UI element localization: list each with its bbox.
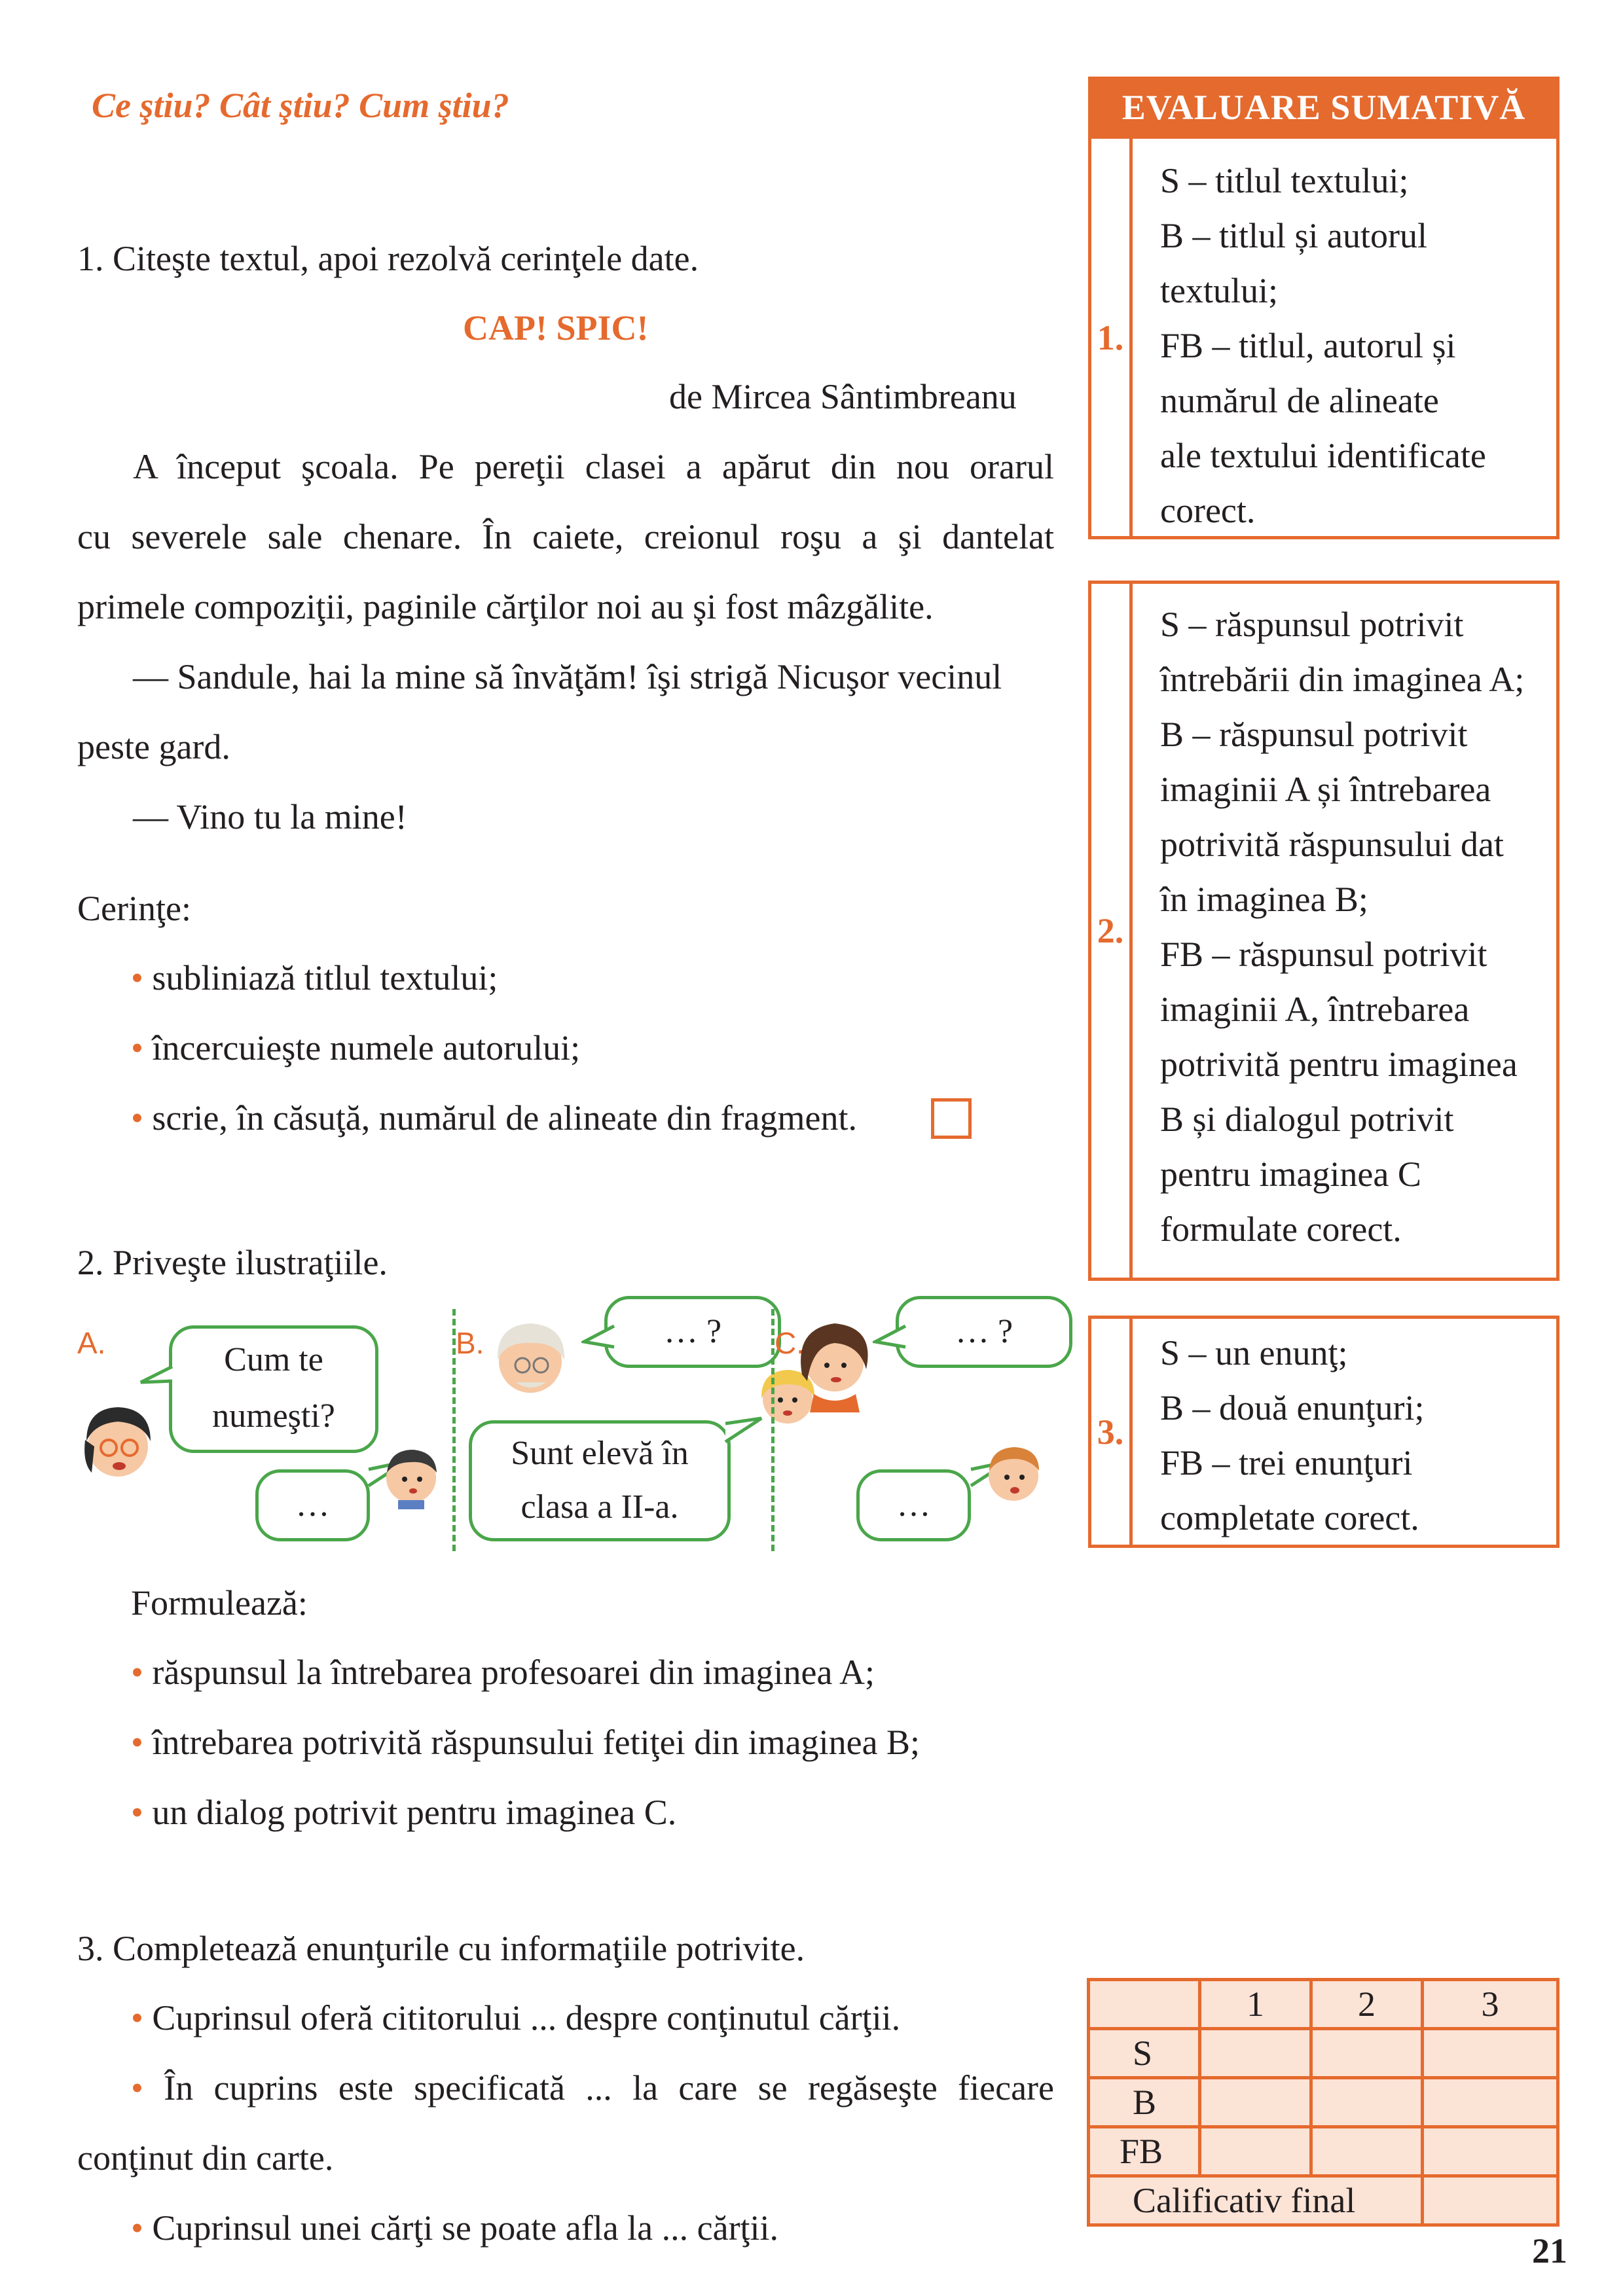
requirements-label: Cerinţe: [77,889,191,928]
bullet-icon: • [131,958,143,997]
exercise-3-prompt: 3. Completează enunţurile cu informaţiile potrivite. [77,1929,805,1968]
table-row [1089,2029,1558,2078]
list-item: • Cuprinsul unei cărţi se poate afla la ... cărţii. [131,2208,779,2248]
rubric-item-2 [1088,581,1559,1281]
boy-avatar [977,1437,1049,1515]
grade-cell[interactable] [1200,2078,1311,2127]
bubble-a-question: Cum te numeşti? [169,1325,378,1453]
list-item: • subliniază titlul textului; [131,958,498,997]
list-item: • În cuprins este specificată ... la care se regăseşte fiecare [131,2068,1054,2108]
table-row-header: S [1089,2029,1200,2078]
exercise-2-prompt: 2. Priveşte ilustraţiile. [77,1243,388,1282]
list-item: • încercuieşte numele autorului; [131,1028,581,1067]
teacher-avatar [77,1401,162,1486]
bubble-tail [139,1361,179,1388]
bubble-b-answer: Sunt elevă în clasa a II-a. [469,1420,731,1541]
bubble-b-question: … ? [604,1296,781,1368]
rubric-text: S – un enunţ; B – două enunţuri; FB – trei enunţuri completate corect. [1160,1333,1425,1537]
tasks-list [131,1638,920,1848]
text-author: de Mircea Sântimbreanu [669,377,1017,416]
text-line: primele compoziţii, paginile cărţilor noi au şi fost mâzgălite. [77,587,934,626]
exercise-3-lines [77,1983,1054,2263]
grade-cell[interactable] [1311,2127,1423,2176]
bullet-icon: • [131,1793,143,1832]
list-item: • scrie, în căsuţă, numărul de alineate din fragment. [131,1098,857,1138]
section-subtitle: Ce ştiu? Cât ştiu? Cum ştiu? [92,86,509,125]
boy-avatar [375,1440,447,1512]
list-item: • întrebarea potrivită răspunsului fetiţei din imaginea B; [131,1723,921,1762]
bullet-icon: • [131,2208,143,2248]
woman-avatar [788,1309,886,1414]
bullet-icon: • [131,1723,143,1762]
exercise-1-prompt: 1. Citeşte textul, apoi rezolvă cerinţele date. [77,239,699,278]
rubric-number: 2. [1091,584,1133,1278]
evaluation-header: EVALUARE SUMATIVĂ [1088,77,1559,138]
grade-cell[interactable] [1423,2029,1558,2078]
table-cell [1089,1980,1200,2029]
page-number: 21 [1532,2231,1567,2270]
bullet-icon: • [131,1653,143,1692]
rubric-item-1 [1088,135,1559,539]
illustrations-panel [77,1296,1059,1558]
grade-cell[interactable] [1423,2127,1558,2176]
list-item-continuation: conţinut din carte. [77,2138,334,2178]
rubric-number: 3. [1091,1319,1133,1545]
bullet-icon: • [131,1998,143,2037]
list-item: • Cuprinsul oferă cititorului ... despre conţinutul cărţii. [131,1998,901,2037]
text-line: cu severele sale chenare. În caiete, creionul roşu a şi dantelat [77,517,1054,556]
table-row [1089,2127,1558,2176]
formulate-label: Formulează: [131,1583,308,1623]
bullet-icon: • [131,2068,143,2108]
rubric-text: S – titlul textului; B – titlul și autorul textului; FB – titlul, autorul și numărul de alineate ale textului identificate corect. [1160,161,1486,530]
bubble-tail [873,1322,912,1355]
panel-label-a: A. [77,1326,106,1360]
list-item: • răspunsul la întrebarea profesoarei din imaginea A; [131,1653,875,1692]
table-header-row [1089,1980,1558,2029]
text-line: — Sandule, hai la mine să învăţăm! îşi strigă Nicuşor vecinul [133,657,1002,696]
rubric-item-3 [1088,1316,1559,1548]
table-column-header: 1 [1200,1980,1311,2029]
bullet-icon: • [131,1028,143,1067]
text-title: CAP! SPIC! [463,308,649,348]
bubble-c-answer: … [856,1469,971,1541]
grade-cell[interactable] [1311,2078,1423,2127]
rubric-number: 1. [1091,139,1133,536]
text-body [77,432,1054,852]
grade-table [1087,1978,1559,2227]
table-column-header: 2 [1311,1980,1423,2029]
requirements-list [131,943,857,1153]
answer-box[interactable] [931,1098,972,1139]
text-line: peste gard. [77,727,230,766]
grade-cell[interactable] [1423,2078,1558,2127]
text-line: — Vino tu la mine! [133,797,407,836]
bubble-a-answer: … [255,1469,370,1541]
final-grade-label: Calificativ final [1089,2176,1423,2225]
rubric-text: S – răspunsul potrivit întrebării din imaginea A; B – răspunsul potrivit imaginii A și întrebarea potrivită răspunsului dat în imaginea B; FB – răspunsul potrivit imaginii A, întrebarea potrivită pentru imaginea B și dialogul potrivit pentru imaginea C formulate corect. [1160,605,1525,1249]
bubble-tail [581,1322,621,1355]
grandfather-avatar [483,1309,581,1407]
bubble-c-question: … ? [896,1296,1072,1368]
table-row-header: B [1089,2078,1200,2127]
table-row [1089,2078,1558,2127]
grade-cell[interactable] [1311,2029,1423,2078]
grade-cell[interactable] [1200,2029,1311,2078]
grade-cell[interactable] [1200,2127,1311,2176]
list-item: • un dialog potrivit pentru imaginea C. [131,1793,677,1832]
panel-label-b: B. [456,1326,484,1360]
table-row-header: FB [1089,2127,1200,2176]
table-column-header: 3 [1423,1980,1558,2029]
final-grade-cell[interactable] [1423,2176,1558,2225]
panel-label-c: C. [775,1326,805,1360]
text-line: A început şcoala. Pe pereţii clasei a apărut din nou orarul [133,447,1054,486]
table-row [1089,2176,1558,2225]
bullet-icon: • [131,1098,143,1138]
